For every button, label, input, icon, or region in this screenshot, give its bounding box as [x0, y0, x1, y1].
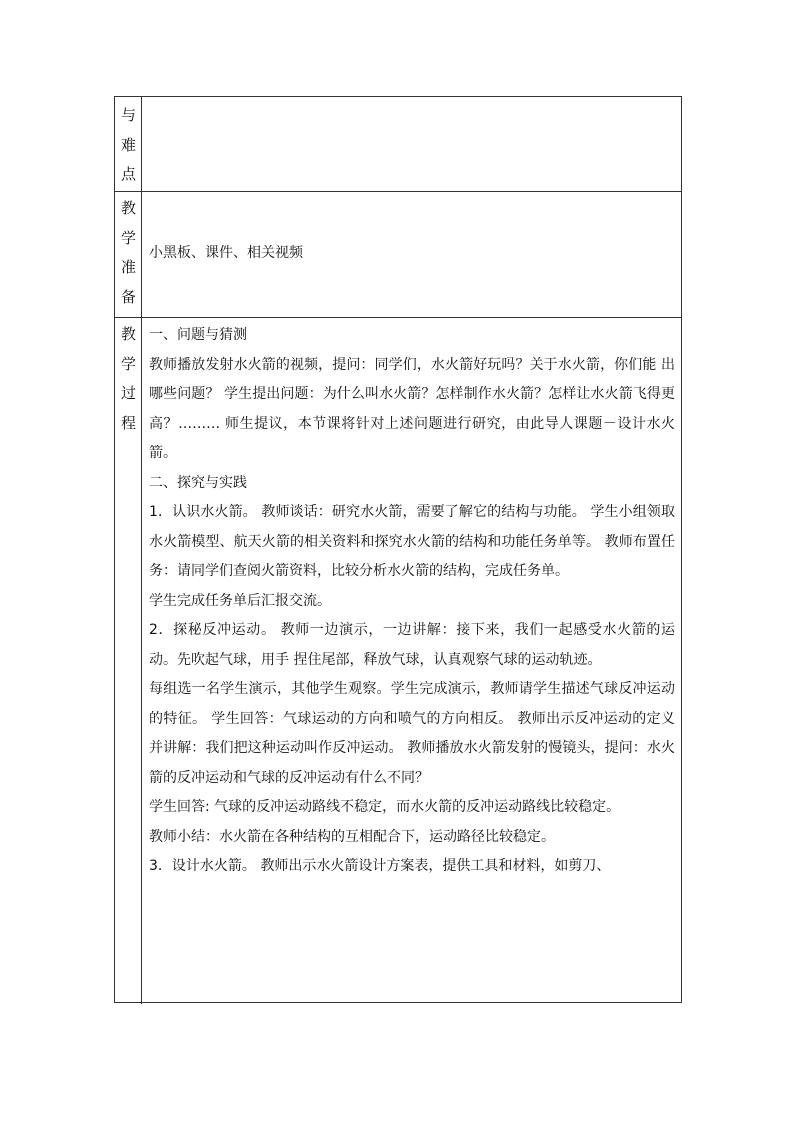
- paragraph-student-answer: 学生回答: 气球的反冲运动路线不稳定，而水火箭的反冲运动路线比较稳定。: [149, 799, 621, 815]
- label-char: 教: [120, 199, 136, 217]
- row-label-teaching-preparation: [115, 192, 142, 317]
- label-char: 备: [120, 287, 136, 306]
- paragraph-demo: 每组选一名学生演示，其他学生观察。学生完成演示，教师请学生描述气球反冲运动 的特征。 学生回答：气球运动的方向和喷气的方向相反。 教师出示反冲运动的定义并讲解：我们把这种运动叫作反冲运动。 教师播放水火箭发射的慢镜头，提问：水火箭的反冲运动和气球的反冲运动有什么不同？: [149, 681, 675, 786]
- preparation-text: 小黑板、课件、相关视频: [149, 244, 303, 261]
- row-label-key-difficult-points: [115, 97, 142, 191]
- paragraph-teacher-summary: 教师小结：水火箭在各种结构的互相配合下，运动路径比较稳定。: [149, 828, 555, 845]
- label-char: 与: [120, 106, 136, 124]
- key-difficult-points-content: [142, 97, 681, 191]
- label-char: 学: [120, 354, 136, 373]
- lesson-plan-table: [114, 96, 682, 1003]
- row-teaching-process: [115, 317, 681, 1004]
- label-char: 过: [120, 384, 136, 402]
- label-char: 教: [120, 325, 136, 343]
- teaching-preparation-content: [142, 192, 681, 317]
- section-heading-inquiry: 二、探究与实践: [149, 474, 247, 491]
- label-char: 准: [120, 258, 136, 276]
- paragraph-step-2: 2．探秘反冲运动。 教师一边演示，一边讲解：接下来，我们一起感受水火箭的运动。先吹起气球，用手 捏住尾部，释放气球，认真观察气球的运动轨迹。: [149, 622, 675, 668]
- row-teaching-preparation: [115, 191, 681, 317]
- teaching-process-content: [142, 318, 681, 1004]
- label-char: 点: [120, 165, 136, 183]
- paragraph-step-3: 3．设计水火箭。 教师出示水火箭设计方案表，提供工具和材料，如剪刀、: [149, 858, 611, 874]
- row-key-difficult-points: [115, 97, 681, 191]
- paragraph-intro: 教师播放发射水火箭的视频，提问：同学们，水火箭好玩吗？关于水火箭，你们能 出哪些问题？ 学生提出问题：为什么叫水火箭？怎样制作水火箭？怎样让水火箭飞得更高？……… 师生提议，本节课将针对上述问题进行研究，由此导人课题－设计水火箭。: [149, 356, 675, 461]
- paragraph-step-1: 1．认识水火箭。 教师谈话：研究水火箭，需要了解它的结构与功能。 学生小组领取水火箭模型、航天火箭的相关资料和探究水火箭的结构和功能任务单等。 教师布置任务：请同学们查阅火箭资料，比较分析水火箭的结构，完成任务单。: [149, 504, 675, 579]
- label-char: 难: [120, 135, 136, 154]
- row-label-teaching-process: [115, 318, 142, 1004]
- label-char: 学: [120, 228, 136, 247]
- label-char: 程: [120, 413, 136, 432]
- paragraph-report: 学生完成任务单后汇报交流。: [149, 592, 331, 609]
- section-heading-question: 一、问题与猜测: [149, 327, 247, 343]
